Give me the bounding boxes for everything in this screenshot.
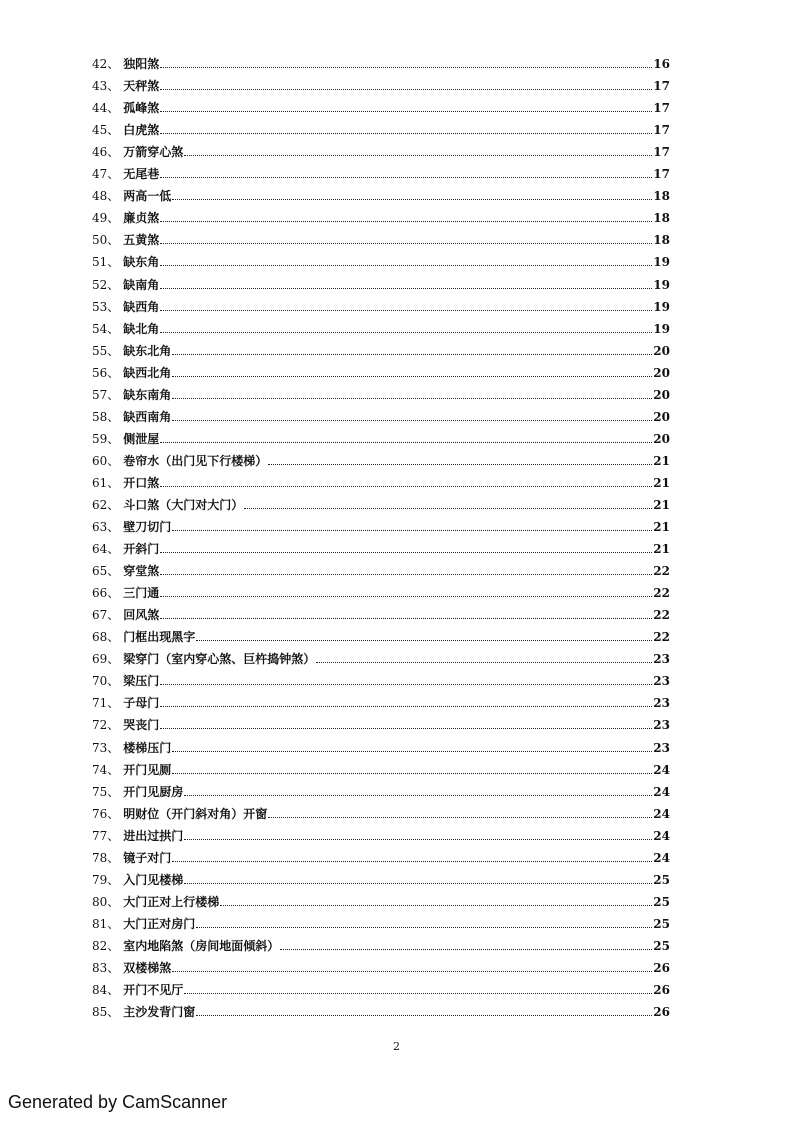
toc-dot-leader [160,177,652,178]
toc-dot-leader [160,728,652,729]
toc-dot-leader [184,795,652,796]
toc-entry-separator: 、 [107,872,120,887]
toc-entry-separator: 、 [107,321,120,336]
toc-entry-title: 缺东北角 [123,343,172,358]
toc-entry-number: 68 [92,630,108,645]
toc-entry-separator: 、 [107,57,120,72]
toc-entry-title: 缺西角 [123,299,160,314]
toc-entry-separator: 、 [107,916,120,931]
toc-entry-separator: 、 [107,828,120,843]
toc-entry-title: 侧泄屋 [123,431,160,446]
toc-entry-title: 明财位（开门斜对角）开窗 [123,806,268,821]
toc-dot-leader [268,817,652,818]
toc-entry-separator: 、 [107,740,120,755]
toc-entry-separator: 、 [107,277,120,292]
toc-entry-number: 50 [92,233,108,248]
toc-entry-page: 20 [653,431,670,446]
toc-entry [92,887,670,909]
toc-entry-title: 缺东角 [123,255,160,270]
toc-entry-page: 20 [653,387,670,402]
toc-list [92,49,670,1019]
toc-entry-page: 25 [653,872,670,887]
toc-entry-number: 81 [92,916,108,931]
toc-entry-page: 21 [653,542,670,557]
toc-entry-title: 穿堂煞 [123,564,160,579]
toc-entry [92,159,670,181]
toc-entry-title: 主沙发背门窗 [123,1005,196,1020]
toc-entry-number: 57 [92,387,108,402]
toc-entry-number: 66 [92,586,108,601]
toc-entry-number: 65 [92,564,108,579]
toc-entry-separator: 、 [107,784,120,799]
toc-entry-separator: 、 [107,542,120,557]
toc-dot-leader [172,398,652,399]
toc-entry-separator: 、 [107,564,120,579]
toc-entry-title: 开口煞 [123,475,160,490]
toc-entry-title: 楼梯压门 [123,740,172,755]
toc-entry-title: 回风煞 [123,608,160,623]
toc-entry-title: 子母门 [123,696,160,711]
toc-entry [92,314,670,336]
toc-entry-title: 五黄煞 [123,233,160,248]
toc-dot-leader [160,552,652,553]
toc-entry-page: 19 [653,277,670,292]
toc-entry-title: 白虎煞 [123,123,160,138]
toc-entry-separator: 、 [107,983,120,998]
toc-dot-leader [172,530,652,531]
toc-entry-title: 镜子对门 [123,850,172,865]
toc-entry-number: 74 [92,762,108,777]
toc-entry [92,137,670,159]
toc-entry-separator: 、 [107,630,120,645]
toc-dot-leader [172,773,652,774]
toc-entry-number: 58 [92,409,108,424]
toc-entry-page: 19 [653,321,670,336]
toc-entry-separator: 、 [107,475,120,490]
toc-dot-leader [172,751,652,752]
toc-entry-number: 52 [92,277,108,292]
toc-entry-number: 64 [92,542,108,557]
toc-entry [92,931,670,953]
toc-entry-title: 缺南角 [123,277,160,292]
toc-entry-page: 25 [653,916,670,931]
toc-entry-page: 17 [653,101,670,116]
toc-entry-number: 75 [92,784,108,799]
toc-entry-page: 23 [653,718,670,733]
toc-dot-leader [160,332,652,333]
toc-entry-page: 24 [653,784,670,799]
toc-entry [92,953,670,975]
toc-dot-leader [160,596,652,597]
toc-entry-number: 42 [92,57,108,72]
toc-entry [92,799,670,821]
toc-entry-separator: 、 [107,938,120,953]
toc-entry-separator: 、 [107,233,120,248]
toc-entry-number: 80 [92,894,108,909]
toc-entry-separator: 、 [107,652,120,667]
toc-dot-leader [160,486,652,487]
toc-entry-title: 入门见楼梯 [123,872,184,887]
toc-entry-number: 60 [92,453,108,468]
toc-entry-separator: 、 [107,608,120,623]
toc-entry [92,732,670,754]
toc-entry-separator: 、 [107,586,120,601]
toc-entry-page: 25 [653,938,670,953]
toc-entry-separator: 、 [107,79,120,94]
toc-entry-number: 77 [92,828,108,843]
toc-dot-leader [184,155,652,156]
toc-entry-title: 无尾巷 [123,167,160,182]
toc-entry-separator: 、 [107,453,120,468]
toc-entry-page: 21 [653,497,670,512]
toc-entry [92,578,670,600]
toc-dot-leader [316,662,652,663]
toc-entry [92,512,670,534]
toc-entry-separator: 、 [107,762,120,777]
toc-entry [92,336,670,358]
toc-entry-page: 18 [653,189,670,204]
toc-entry [92,755,670,777]
toc-dot-leader [172,420,652,421]
toc-entry-number: 55 [92,343,108,358]
toc-entry-title: 卷帘水（出门见下行楼梯） [123,453,268,468]
camscanner-watermark: Generated by CamScanner [8,1092,228,1112]
toc-entry-title: 两高一低 [123,189,172,204]
toc-entry-title: 开门不见厅 [123,983,184,998]
toc-entry-separator: 、 [107,145,120,160]
toc-entry [92,843,670,865]
toc-entry-title: 开门见厨房 [123,784,184,799]
toc-entry [92,644,670,666]
toc-entry-number: 85 [92,1005,108,1020]
toc-entry-page: 21 [653,453,670,468]
toc-entry [92,292,670,314]
toc-entry [92,358,670,380]
toc-entry-number: 78 [92,850,108,865]
toc-entry-separator: 、 [107,343,120,358]
toc-entry-separator: 、 [107,497,120,512]
toc-entry-page: 17 [653,79,670,94]
toc-dot-leader [268,464,652,465]
toc-entry-page: 22 [653,564,670,579]
toc-entry-title: 梁压门 [123,674,160,689]
toc-entry [92,865,670,887]
toc-entry-number: 63 [92,520,108,535]
toc-entry-number: 62 [92,497,108,512]
toc-entry-page: 24 [653,828,670,843]
toc-dot-leader [160,243,652,244]
toc-entry-number: 51 [92,255,108,270]
toc-entry-separator: 、 [107,365,120,380]
page-number: 2 [393,1040,400,1053]
toc-entry-title: 缺北角 [123,321,160,336]
toc-dot-leader [280,949,652,950]
toc-entry-number: 72 [92,718,108,733]
toc-entry-separator: 、 [107,387,120,402]
toc-entry-title: 三门通 [123,586,160,601]
toc-entry-number: 83 [92,960,108,975]
toc-entry [92,402,670,424]
toc-dot-leader [160,133,652,134]
toc-entry-title: 壁刀切门 [123,520,172,535]
toc-entry-title: 缺西南角 [123,409,172,424]
toc-entry-separator: 、 [107,123,120,138]
toc-entry-page: 20 [653,409,670,424]
toc-entry-page: 23 [653,674,670,689]
toc-entry-number: 82 [92,938,108,953]
toc-entry-separator: 、 [107,696,120,711]
toc-entry-page: 26 [653,1005,670,1020]
toc-entry [92,556,670,578]
toc-entry [92,688,670,710]
toc-dot-leader [172,199,652,200]
toc-entry [92,181,670,203]
toc-entry-number: 73 [92,740,108,755]
toc-dot-leader [160,574,652,575]
toc-entry-number: 69 [92,652,108,667]
toc-entry-number: 61 [92,475,108,490]
toc-entry-separator: 、 [107,520,120,535]
toc-entry-separator: 、 [107,299,120,314]
toc-dot-leader [196,1015,652,1016]
toc-entry-page: 21 [653,520,670,535]
toc-entry-title: 双楼梯煞 [123,960,172,975]
toc-entry [92,710,670,732]
toc-dot-leader [196,640,652,641]
toc-entry-separator: 、 [107,806,120,821]
toc-dot-leader [244,508,652,509]
toc-entry [92,424,670,446]
toc-entry-separator: 、 [107,255,120,270]
toc-entry [92,71,670,93]
toc-dot-leader [160,221,652,222]
toc-entry-separator: 、 [107,431,120,446]
toc-dot-leader [184,839,652,840]
toc-entry [92,446,670,468]
toc-dot-leader [160,111,652,112]
toc-dot-leader [172,861,652,862]
toc-entry-title: 斗口煞（大门对大门） [123,497,244,512]
toc-entry-number: 48 [92,189,108,204]
toc-entry [92,666,670,688]
table-of-contents [92,49,670,1019]
toc-entry-separator: 、 [107,850,120,865]
toc-entry-page: 23 [653,696,670,711]
toc-entry-page: 18 [653,211,670,226]
toc-entry-number: 71 [92,696,108,711]
toc-entry-separator: 、 [107,718,120,733]
toc-entry-page: 24 [653,762,670,777]
toc-entry [92,777,670,799]
toc-entry-page: 20 [653,365,670,380]
toc-entry-number: 54 [92,321,108,336]
toc-entry-title: 独阳煞 [123,57,160,72]
toc-entry-number: 56 [92,365,108,380]
toc-entry-page: 19 [653,299,670,314]
toc-entry-separator: 、 [107,1005,120,1020]
toc-entry-number: 46 [92,145,108,160]
toc-entry [92,600,670,622]
toc-entry-title: 缺西北角 [123,365,172,380]
toc-entry-number: 76 [92,806,108,821]
toc-entry-separator: 、 [107,189,120,204]
toc-entry-page: 20 [653,343,670,358]
toc-entry-title: 天秤煞 [123,79,160,94]
toc-entry-title: 梁穿门（室内穿心煞、巨杵捣钟煞） [123,652,316,667]
toc-dot-leader [196,927,652,928]
toc-entry-title: 大门正对上行楼梯 [123,894,220,909]
toc-entry-title: 门框出现黑字 [123,630,196,645]
toc-entry-number: 70 [92,674,108,689]
toc-entry-page: 22 [653,608,670,623]
toc-entry-page: 22 [653,586,670,601]
toc-entry-page: 21 [653,475,670,490]
toc-dot-leader [160,706,652,707]
toc-dot-leader [160,288,652,289]
toc-entry [92,997,670,1019]
toc-entry-number: 84 [92,983,108,998]
toc-entry-page: 25 [653,894,670,909]
toc-entry [92,115,670,137]
toc-entry-page: 24 [653,850,670,865]
toc-entry [92,909,670,931]
toc-dot-leader [220,905,652,906]
toc-entry-page: 26 [653,960,670,975]
toc-entry-page: 19 [653,255,670,270]
toc-dot-leader [160,442,652,443]
toc-entry-separator: 、 [107,674,120,689]
toc-entry-number: 43 [92,79,108,94]
toc-entry-number: 79 [92,872,108,887]
toc-entry-page: 24 [653,806,670,821]
toc-dot-leader [172,376,652,377]
toc-dot-leader [160,618,652,619]
toc-entry-page: 18 [653,233,670,248]
toc-entry-page: 16 [653,57,670,72]
toc-entry-page: 23 [653,740,670,755]
toc-entry-separator: 、 [107,211,120,226]
toc-entry [92,821,670,843]
toc-dot-leader [184,883,652,884]
toc-entry-title: 开门见厕 [123,762,172,777]
toc-entry [92,468,670,490]
toc-entry-separator: 、 [107,101,120,116]
toc-entry [92,975,670,997]
toc-entry-page: 22 [653,630,670,645]
toc-dot-leader [160,89,652,90]
toc-entry-title: 缺东南角 [123,387,172,402]
toc-entry [92,203,670,225]
toc-entry-number: 67 [92,608,108,623]
toc-entry-separator: 、 [107,960,120,975]
toc-entry-title: 哭丧门 [123,718,160,733]
toc-dot-leader [172,971,652,972]
toc-entry-separator: 、 [107,409,120,424]
toc-entry [92,622,670,644]
toc-entry-page: 26 [653,983,670,998]
toc-entry-separator: 、 [107,894,120,909]
toc-entry-title: 开斜门 [123,542,160,557]
toc-entry-page: 17 [653,167,670,182]
toc-dot-leader [184,993,652,994]
toc-entry [92,247,670,269]
toc-entry-page: 23 [653,652,670,667]
toc-entry-page: 17 [653,123,670,138]
toc-dot-leader [160,310,652,311]
toc-entry-number: 59 [92,431,108,446]
toc-entry [92,49,670,71]
toc-entry-title: 室内地陷煞（房间地面倾斜） [123,938,280,953]
toc-entry-title: 大门正对房门 [123,916,196,931]
toc-entry [92,490,670,512]
toc-entry-title: 廉贞煞 [123,211,160,226]
toc-entry-number: 47 [92,167,108,182]
toc-entry-separator: 、 [107,167,120,182]
toc-entry-page: 17 [653,145,670,160]
toc-entry [92,225,670,247]
toc-entry-title: 万箭穿心煞 [123,145,184,160]
toc-entry [92,269,670,291]
toc-entry [92,380,670,402]
toc-entry-number: 53 [92,299,108,314]
toc-dot-leader [172,354,652,355]
toc-dot-leader [160,684,652,685]
toc-entry-number: 45 [92,123,108,138]
toc-entry [92,93,670,115]
toc-entry-title: 进出过拱门 [123,828,184,843]
toc-entry-number: 49 [92,211,108,226]
toc-entry-number: 44 [92,101,108,116]
toc-entry [92,534,670,556]
toc-dot-leader [160,265,652,266]
toc-entry-title: 孤峰煞 [123,101,160,116]
toc-dot-leader [160,67,652,68]
